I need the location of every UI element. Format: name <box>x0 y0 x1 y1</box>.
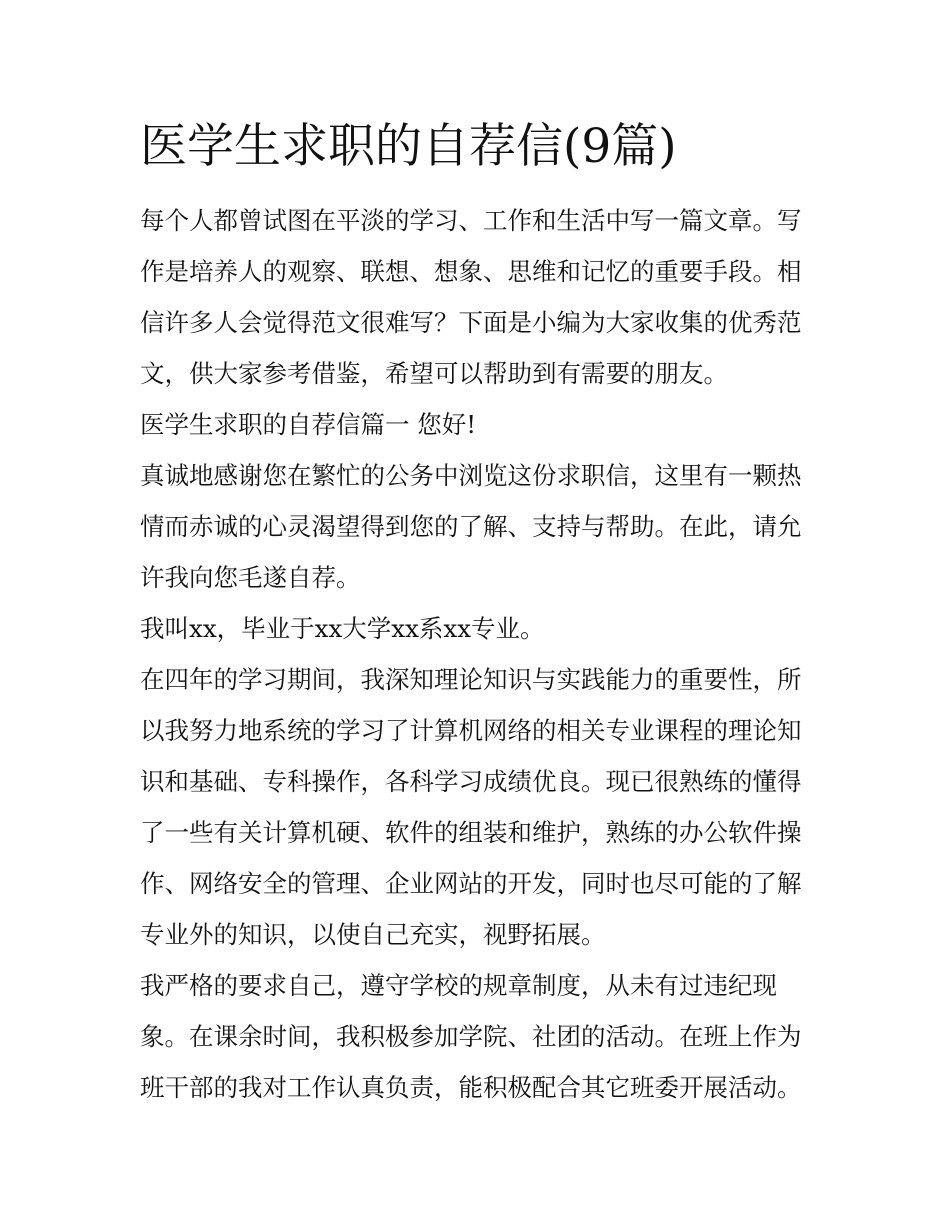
text-line: 情而赤诚的心灵渴望得到您的了解、支持与帮助。在此，请允 <box>140 512 802 541</box>
text-line: 班干部的我对工作认真负责，能积极配合其它班委开展活动。 <box>140 1073 802 1102</box>
text-line: 象。在课余时间，我积极参加学院、社团的活动。在班上作为 <box>140 1022 802 1051</box>
text-line: 在四年的学习期间，我深知理论知识与实践能力的重要性，所 <box>140 665 802 694</box>
text-line: 专业外的知识，以使自己充实，视野拓展。 <box>140 920 606 949</box>
text-line: 文，供大家参考借鉴，希望可以帮助到有需要的朋友。 <box>140 359 728 388</box>
text-line: 每个人都曾试图在平淡的学习、工作和生活中写一篇文章。写 <box>140 206 802 235</box>
section-heading: 医学生求职的自荐信篇一 您好! <box>140 410 477 439</box>
text-line: 信许多人会觉得范文很难写？下面是小编为大家收集的优秀范 <box>140 308 802 337</box>
text-line: 我叫xx，毕业于xx大学xx系xx专业。 <box>140 614 545 643</box>
text-line: 作是培养人的观察、联想、想象、思维和记忆的重要手段。相 <box>140 257 802 286</box>
text-line: 许我向您毛遂自荐。 <box>140 563 361 592</box>
text-line: 真诚地感谢您在繁忙的公务中浏览这份求职信，这里有一颗热 <box>140 461 802 490</box>
text-line: 以我努力地系统的学习了计算机网络的相关专业课程的理论知 <box>140 716 802 745</box>
text-line: 作、网络安全的管理、企业网站的开发，同时也尽可能的了解 <box>140 869 802 898</box>
document-title: 医学生求职的自荐信(9篇) <box>140 119 677 174</box>
text-line: 了一些有关计算机硬、软件的组装和维护，熟练的办公软件操 <box>140 818 802 847</box>
text-line: 识和基础、专科操作，各科学习成绩优良。现已很熟练的懂得 <box>140 767 802 796</box>
text-line: 我严格的要求自己，遵守学校的规章制度，从未有过违纪现 <box>140 971 777 1000</box>
